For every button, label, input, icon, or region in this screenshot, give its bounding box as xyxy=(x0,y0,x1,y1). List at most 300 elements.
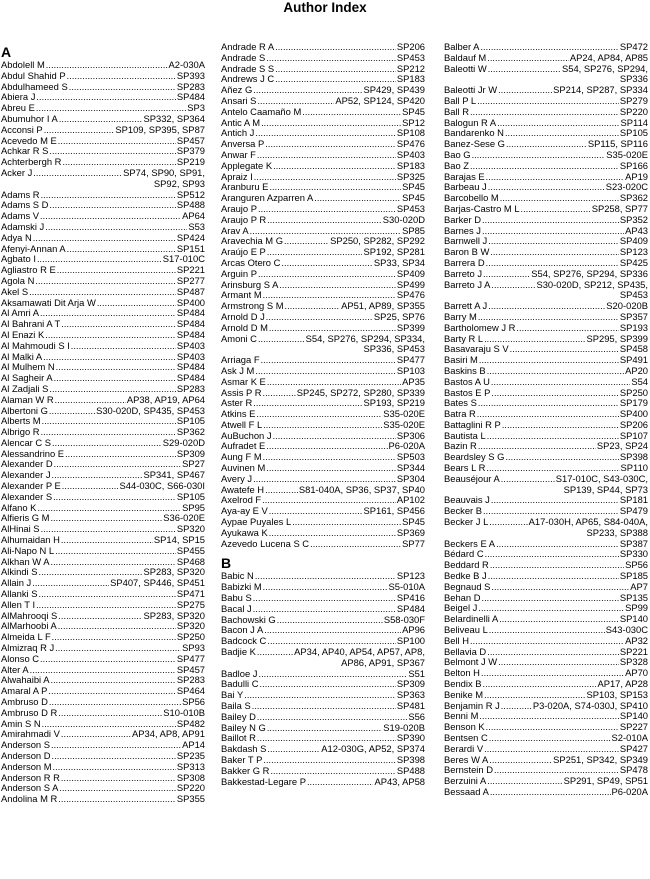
author-name: Al Amri A xyxy=(1,307,40,319)
index-entry xyxy=(1,654,205,665)
page-references: SP105 xyxy=(176,415,205,427)
author-name: Ansari S xyxy=(221,94,257,106)
page-references: SP105 xyxy=(619,127,648,139)
index-entry xyxy=(221,679,425,690)
author-name: AlMahrooqi S xyxy=(1,609,58,621)
index-entry xyxy=(444,161,648,172)
page-references: SP487 xyxy=(176,285,205,297)
author-name: Benike M xyxy=(444,688,484,700)
author-name: Albrigo R xyxy=(1,426,40,438)
index-entry xyxy=(444,107,648,118)
page-references: A12-030G, AP52, SP374 xyxy=(321,743,425,755)
page-references: SP379 xyxy=(176,145,205,157)
author-name: Abiera J xyxy=(1,91,36,103)
page-references: SP400 xyxy=(619,408,648,420)
page-references: SP105 xyxy=(176,490,205,502)
page-references: SP328 xyxy=(619,656,648,668)
author-name: Aranburu E xyxy=(221,181,269,193)
leader-dots xyxy=(275,42,396,53)
index-entry xyxy=(1,794,205,805)
leader-dots xyxy=(265,485,298,496)
author-name: Applegate K xyxy=(221,159,273,171)
page-references: SP220 xyxy=(176,782,205,794)
author-name: Allen T I xyxy=(1,598,36,610)
page-references: SP306 xyxy=(396,429,425,441)
author-name: Balber A xyxy=(444,41,480,52)
author-name: Antelo Caamaño M xyxy=(221,105,302,117)
leader-dots xyxy=(490,560,624,571)
author-name: Abdulhameed S xyxy=(1,80,68,92)
page-references: S10-010B xyxy=(163,706,205,718)
leader-dots xyxy=(479,711,618,722)
author-name: Alencar C S xyxy=(1,436,52,448)
author-name: Anderson S xyxy=(1,739,50,751)
page-references: SP313 xyxy=(176,760,205,772)
author-name: Araújo E P xyxy=(221,246,266,258)
author-name: Atkins E xyxy=(221,408,256,420)
page-references: S53 xyxy=(188,220,205,232)
author-name: Assis P R xyxy=(221,386,262,398)
leader-dots xyxy=(43,352,176,363)
page-references: S30-020D, SP212, SP435, xyxy=(536,278,648,290)
author-name: Bao G xyxy=(444,148,471,160)
leader-dots xyxy=(502,420,619,431)
author-name: Avery J xyxy=(221,472,253,484)
author-name: Alfieris G M xyxy=(1,512,50,524)
page-references: SP250 xyxy=(176,631,205,643)
leader-dots xyxy=(478,603,624,614)
author-name: Badjie K xyxy=(221,646,256,658)
author-name: Abumuhor I A xyxy=(1,112,58,124)
author-name: Barry M xyxy=(444,310,477,322)
author-name: Almizraq R J xyxy=(1,642,55,654)
author-name: Baron B W xyxy=(444,246,490,258)
index-entry xyxy=(1,341,205,352)
leader-dots xyxy=(484,744,619,755)
page-references: SP233, SP388 xyxy=(586,526,648,538)
page-references: SP166 xyxy=(619,159,648,171)
page-references: SP484 xyxy=(176,307,205,319)
index-column-1 xyxy=(1,42,205,805)
author-name: Aya-ay E V xyxy=(221,505,268,517)
page-references: SP139, SP44, SP73 xyxy=(563,483,648,495)
author-name: Barty R L xyxy=(444,332,484,344)
author-name: Al Bahrani A T xyxy=(1,318,61,330)
leader-dots xyxy=(488,64,561,75)
page-references: SP245, SP272, SP280, SP339 xyxy=(296,386,425,398)
page-references: SP56 xyxy=(625,559,648,571)
index-entry xyxy=(1,233,205,244)
page-references: SP95 xyxy=(182,501,205,513)
page-references: AP86, AP91, SP367 xyxy=(341,656,425,668)
author-name: Alaman W R xyxy=(1,393,54,405)
index-entry xyxy=(221,766,425,777)
page-references: SP512 xyxy=(176,188,205,200)
leader-dots xyxy=(264,625,401,636)
author-name: Anwar F xyxy=(221,148,256,160)
author-name: Beres W A xyxy=(444,753,489,765)
leader-dots xyxy=(51,740,181,751)
page-references: SP478 xyxy=(619,764,648,776)
page-references: SP484 xyxy=(396,602,425,614)
leader-dots xyxy=(255,366,396,377)
leader-dots xyxy=(485,549,619,560)
author-name: Andrews J C xyxy=(221,73,275,85)
page-references: SP221 xyxy=(619,645,648,657)
author-name: Andolina M R xyxy=(1,793,58,805)
author-name: Acker J xyxy=(1,166,33,178)
author-name: Berzuini A xyxy=(444,775,487,787)
page-references: SP277 xyxy=(176,274,205,286)
leader-dots xyxy=(496,539,619,550)
author-name: AuBuchon J xyxy=(221,429,272,441)
index-entry xyxy=(444,636,648,647)
page-references: AP70 xyxy=(625,667,648,679)
page-references: AP19 xyxy=(625,170,648,182)
page-references: P6-020A xyxy=(388,440,425,452)
leader-dots xyxy=(58,136,176,147)
page-references: SP140 xyxy=(619,613,648,625)
leader-dots xyxy=(486,172,624,183)
leader-dots xyxy=(267,247,363,258)
page-references: S29-020D xyxy=(162,436,205,448)
leader-dots xyxy=(267,215,382,226)
page-references: SP220 xyxy=(619,105,648,117)
leader-dots xyxy=(261,118,401,129)
author-name: Bellavia D xyxy=(444,645,487,657)
index-entry xyxy=(444,269,648,280)
page-references: SP99 xyxy=(625,602,648,614)
page-references: SP488 xyxy=(176,199,205,211)
page-references: AP17, AP28 xyxy=(597,678,648,690)
index-entry xyxy=(1,71,205,82)
page-references: SP453 xyxy=(396,51,425,63)
page-references: SP320 xyxy=(176,523,205,535)
leader-dots xyxy=(491,377,630,388)
author-name: Bédard C xyxy=(444,548,484,560)
author-name: Arguin P xyxy=(221,267,257,279)
author-name: Bautista L xyxy=(444,429,486,441)
author-name: Achterbergh R xyxy=(1,156,62,168)
author-name: Bears L R xyxy=(444,462,486,474)
author-name: Aksamawati Dit Arja W xyxy=(1,296,96,308)
page-references: SP479 xyxy=(619,505,648,517)
leader-dots xyxy=(490,787,611,798)
leader-dots xyxy=(40,211,181,222)
page-references: AP32 xyxy=(625,634,648,646)
author-name: Amin S N xyxy=(1,717,41,729)
author-name: Belmont J W xyxy=(444,656,498,668)
author-name: Acconsi P xyxy=(1,123,43,135)
page-references: SP471 xyxy=(176,588,205,600)
author-name: Basavaraju S V xyxy=(444,343,509,355)
page-references: SP295, SP399 xyxy=(586,332,648,344)
leader-dots xyxy=(284,236,329,247)
author-name: Araujo P xyxy=(221,202,257,214)
leader-dots xyxy=(491,495,619,506)
page-references: SP398 xyxy=(619,451,648,463)
page-references: SP279 xyxy=(619,94,648,106)
author-name: Alhumaidan H xyxy=(1,534,60,546)
leader-dots xyxy=(263,452,396,463)
author-name: Bastos A U xyxy=(444,375,490,387)
leader-dots xyxy=(516,323,618,334)
page-references: SP227 xyxy=(619,721,648,733)
author-name: Anderson S A xyxy=(1,782,59,794)
author-name: Barker D xyxy=(444,213,481,225)
page-references: SP362 xyxy=(176,426,205,438)
page-references: AP20 xyxy=(625,364,648,376)
author-name: Agbato I xyxy=(1,253,36,265)
author-name: Babizki M xyxy=(221,581,262,593)
leader-dots xyxy=(314,193,401,204)
page-references: SP484 xyxy=(176,372,205,384)
author-name: Aung F M xyxy=(221,451,262,463)
author-name: AlHinai S xyxy=(1,523,40,535)
index-entry xyxy=(221,215,425,226)
author-name: Adamski J xyxy=(1,220,45,232)
author-name: Ball P L xyxy=(444,94,477,106)
leader-dots xyxy=(487,53,569,64)
page-references: S54 xyxy=(631,375,648,387)
page-references: SP206 xyxy=(619,418,648,430)
author-name: Bai Y xyxy=(221,689,244,701)
author-name: Alexander D xyxy=(1,458,53,470)
leader-dots xyxy=(266,53,396,64)
page-references: S23-020C xyxy=(605,181,648,193)
index-entry xyxy=(444,377,648,388)
author-name: Antic A M xyxy=(221,116,261,128)
leader-dots xyxy=(258,204,396,215)
leader-dots xyxy=(498,85,552,96)
page-references: SP235 xyxy=(176,750,205,761)
author-name: Albertoni G xyxy=(1,404,48,416)
page-references: A2-030A xyxy=(168,59,205,70)
author-name: Becker B xyxy=(444,505,483,517)
author-name: Alkhan W A xyxy=(1,555,50,567)
author-name: Al Sagheir A xyxy=(1,372,53,384)
author-name: Abdolell M xyxy=(1,59,45,70)
author-name: AlMarhoobi A xyxy=(1,620,57,632)
page-references: AP96 xyxy=(402,624,425,636)
author-name: Belton H xyxy=(444,667,480,679)
page-references: SP283, SP320 xyxy=(143,566,205,578)
author-name: Barajas E xyxy=(444,170,485,182)
author-name: Barjas-Castro M L xyxy=(444,202,520,214)
author-name: Bandarenko N xyxy=(444,127,504,139)
page-references: SP183 xyxy=(396,159,425,171)
leader-dots xyxy=(506,139,587,150)
page-references: SP387 xyxy=(619,537,648,549)
leader-dots xyxy=(279,280,396,291)
author-name: Basiri M xyxy=(444,354,478,366)
leader-dots xyxy=(482,226,624,237)
author-name: Aufradet E xyxy=(221,440,266,452)
page-references: SP250 xyxy=(619,386,648,398)
index-column-2 xyxy=(221,42,425,787)
author-name: Berardi V xyxy=(444,742,484,754)
leader-dots xyxy=(269,323,396,334)
page-references: SP484 xyxy=(176,328,205,340)
page-references: S43-030C xyxy=(605,624,648,636)
leader-dots xyxy=(267,744,320,755)
author-name: Baila S xyxy=(221,700,251,712)
page-references: SP427 xyxy=(619,742,648,754)
author-name: Bell H xyxy=(444,634,470,646)
author-name: Benjamin R J xyxy=(444,699,500,711)
author-name: Ask J M xyxy=(221,364,255,376)
page-references: SP108 xyxy=(396,127,425,139)
leader-dots xyxy=(45,222,187,233)
leader-dots xyxy=(58,621,176,632)
leader-dots xyxy=(48,686,175,697)
leader-dots xyxy=(58,708,162,719)
leader-dots xyxy=(254,172,396,183)
page-references: SP488 xyxy=(396,764,425,776)
author-name: Beckers E A xyxy=(444,537,496,549)
leader-dots xyxy=(55,395,126,406)
author-name: Amirahmadi V xyxy=(1,728,60,740)
author-name: Baleotti Jr W xyxy=(444,84,498,96)
page-references: SP258, SP77 xyxy=(591,202,648,214)
page-references: AP51, AP89, SP355 xyxy=(341,300,425,312)
leader-dots xyxy=(30,665,176,676)
leader-dots xyxy=(253,593,396,604)
author-name: Abreu E xyxy=(1,102,35,114)
page-references: SP398 xyxy=(396,754,425,765)
page-references: SP93 xyxy=(182,642,205,654)
page-references: SP107 xyxy=(619,429,648,441)
author-name: Begnaud S xyxy=(444,580,491,592)
author-name: Al Mulhem N xyxy=(1,361,55,373)
page-references: SP192, SP281 xyxy=(363,246,425,258)
author-name: Bastos E P xyxy=(444,386,491,398)
page-references: SP403 xyxy=(176,350,205,362)
author-name: Adams V xyxy=(1,210,40,222)
author-name: Barreto J xyxy=(444,267,483,279)
author-name: Arriaga F xyxy=(221,354,260,366)
page-references: SP151 xyxy=(176,242,205,254)
leader-dots xyxy=(488,182,605,193)
page-references: SP185 xyxy=(619,570,648,582)
leader-dots xyxy=(244,690,396,701)
leader-dots xyxy=(273,431,396,442)
author-name: Aravechia M G xyxy=(221,235,283,247)
page-references: SP499 xyxy=(396,278,425,290)
leader-dots xyxy=(489,733,611,744)
author-name: Abdul Shahid P xyxy=(1,69,66,81)
leader-dots xyxy=(49,146,175,157)
leader-dots xyxy=(292,517,401,528)
page-references: SP103, SP153 xyxy=(586,688,648,700)
page-references: SP179 xyxy=(619,397,648,409)
leader-dots xyxy=(61,773,176,784)
leader-dots xyxy=(498,657,619,668)
author-name: Asmar K E xyxy=(221,375,266,387)
leader-dots xyxy=(32,578,109,589)
leader-dots xyxy=(285,301,341,312)
leader-dots xyxy=(479,355,619,366)
page-references: SP161, SP456 xyxy=(363,505,425,517)
leader-dots xyxy=(281,258,373,269)
leader-dots xyxy=(35,276,175,287)
page-references: S54, SP276, SP294, SP334, xyxy=(305,332,425,344)
author-name: Anderson D xyxy=(1,750,51,761)
leader-dots xyxy=(505,452,618,463)
page-references: SP114 xyxy=(620,116,648,128)
author-name: Aypae Puyales L xyxy=(221,516,292,528)
author-name: Belardinelli A xyxy=(444,613,499,625)
page-references: SP283, SP320 xyxy=(143,609,205,621)
author-name: Barreto J A xyxy=(444,278,491,290)
leader-dots xyxy=(65,449,176,460)
leader-dots xyxy=(490,247,619,258)
page-references: SP3 xyxy=(187,102,205,114)
index-entry xyxy=(444,625,648,636)
page-references: SP477 xyxy=(176,652,205,664)
author-name: Bendix B xyxy=(444,678,482,690)
page-references: SP56 xyxy=(182,696,205,708)
index-entry xyxy=(1,287,205,298)
page-references: SP403 xyxy=(396,148,425,160)
leader-dots xyxy=(50,513,162,524)
index-entry xyxy=(221,107,425,118)
page-references: SP457 xyxy=(176,134,205,146)
leader-dots xyxy=(41,190,176,201)
author-name: Anderson M xyxy=(1,760,52,772)
leader-dots xyxy=(49,200,175,211)
leader-dots xyxy=(33,233,176,244)
page-references: SP403 xyxy=(176,339,205,351)
page-references: SP362 xyxy=(619,192,648,204)
page-references: AP34, AP40, AP54, AP57, AP8, xyxy=(294,646,425,658)
index-entry xyxy=(444,53,648,64)
page-references: SP424 xyxy=(176,231,205,243)
page-references: S35-020E xyxy=(606,148,648,160)
leader-dots xyxy=(56,362,176,373)
index-entry xyxy=(444,96,648,107)
page-references: SP135 xyxy=(619,591,648,603)
leader-dots xyxy=(36,92,175,103)
page-references: P3-020A, S74-030J, SP410 xyxy=(532,699,648,711)
author-name: Barnwell J xyxy=(444,235,488,247)
page-references: SP181 xyxy=(619,494,648,506)
leader-dots xyxy=(261,355,396,366)
author-name: Aster R xyxy=(221,397,253,409)
page-references: SP363 xyxy=(396,689,425,701)
author-name: Ambruso D xyxy=(1,696,48,708)
leader-dots xyxy=(59,783,176,794)
page-references: SP472 xyxy=(619,41,648,52)
author-name: Beardsley S G xyxy=(444,451,505,463)
author-name: Beliveau L xyxy=(444,624,488,636)
author-name: Bakkestad-Legare P xyxy=(221,775,306,787)
leader-dots xyxy=(49,697,181,708)
leader-dots xyxy=(481,593,618,604)
leader-dots xyxy=(497,118,619,129)
leader-dots xyxy=(252,701,396,712)
author-name: Adams S D xyxy=(1,199,49,211)
author-name: Arnold D J xyxy=(221,310,265,322)
author-name: Balogun R A xyxy=(444,116,497,128)
leader-dots xyxy=(491,582,629,593)
author-name: Bessaad A xyxy=(444,785,489,797)
page-references: SP103 xyxy=(396,364,425,376)
author-name: Al Malki A xyxy=(1,350,43,362)
page-references: SP477 xyxy=(396,354,425,366)
author-name: Atwell F L xyxy=(221,418,263,430)
author-name: Al Zadjali S xyxy=(1,382,49,394)
